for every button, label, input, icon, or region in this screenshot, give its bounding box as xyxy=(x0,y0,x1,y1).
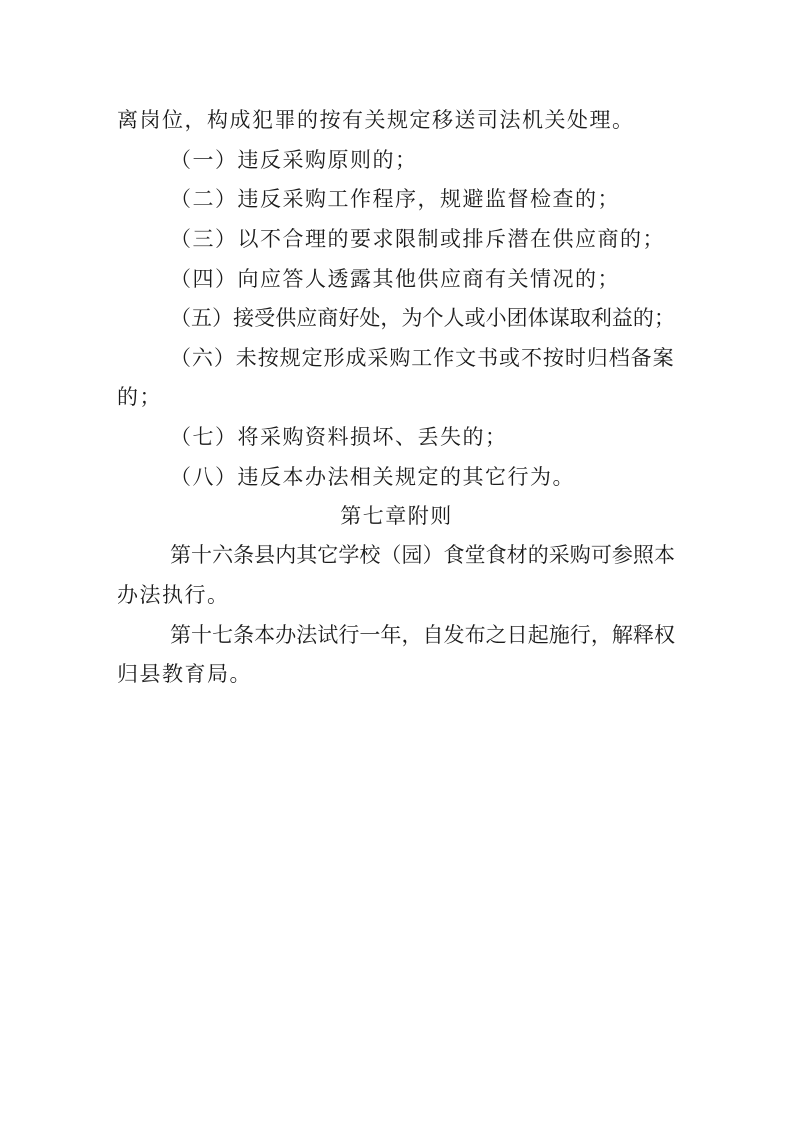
chapter-heading: 第七章附则 xyxy=(340,504,453,528)
article-17: 第十七条本办法试行一年，自发布之日起施行，解释权 xyxy=(170,623,675,647)
article-16-continuation: 办法执行。 xyxy=(117,583,230,607)
list-item-4: （四）向应答人透露其他供应商有关情况的； xyxy=(170,267,620,291)
article-16: 第十六条县内其它学校（园）食堂食材的采购可参照本 xyxy=(170,543,675,567)
list-item-1: （一）违反采购原则的； xyxy=(170,148,418,172)
list-item-7: （七）将采购资料损坏、丢失的； xyxy=(170,425,508,449)
list-item-6: （六）未按规定形成采购工作文书或不按时归档备案 xyxy=(170,346,675,370)
article-17-continuation: 归县教育局。 xyxy=(117,662,252,686)
list-item-3: （三）以不合理的要求限制或排斥潜在供应商的； xyxy=(170,227,665,251)
list-item-5: （五）接受供应商好处，为个人或小团体谋取利益的； xyxy=(170,306,675,330)
list-item-2: （二）违反采购工作程序，规避监督检查的； xyxy=(170,187,620,211)
list-item-6-continuation: 的； xyxy=(117,385,162,409)
paragraph-continuation: 离岗位，构成犯罪的按有关规定移送司法机关处理。 xyxy=(117,108,635,132)
list-item-8: （八）违反本办法相关规定的其它行为。 xyxy=(170,465,575,489)
